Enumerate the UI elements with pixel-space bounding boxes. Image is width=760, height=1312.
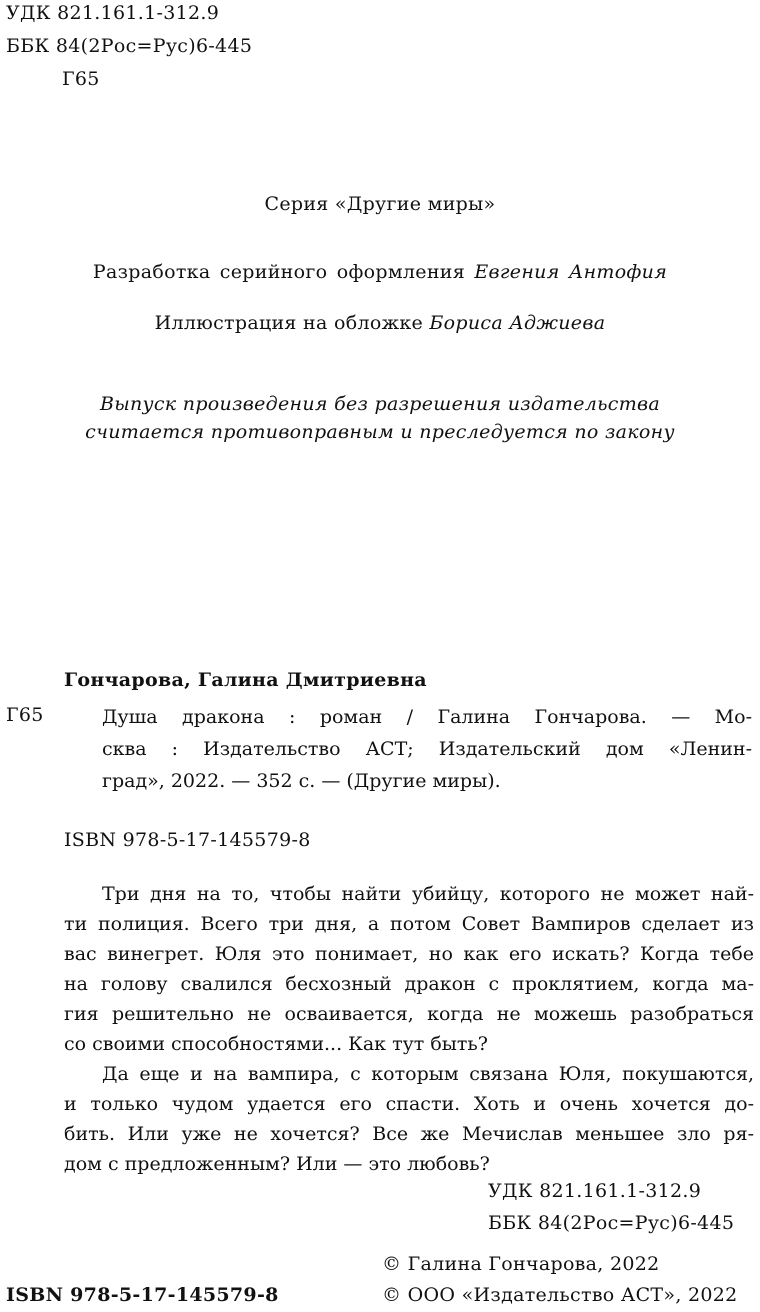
- series-name: Серия «Другие миры»: [264, 193, 496, 215]
- legal-notice-line-2: считается противоправным и преследуется по закону: [85, 421, 675, 443]
- annotation-line: Три дня на то, чтобы найти убийцу, которого не может най-: [102, 883, 754, 905]
- footer-isbn: ISBN 978-5-17-145579-8: [6, 1284, 279, 1306]
- annotation-line: со своими способностями... Как тут быть?: [64, 1033, 488, 1055]
- design-credit-label: Разработка серийного оформления: [92, 261, 466, 283]
- biblio-record: [102, 702, 752, 798]
- header-bbk: ББК 84(2Рос=Рус)6-445: [6, 35, 253, 57]
- biblio-isbn: ISBN 978-5-17-145579-8: [64, 829, 311, 851]
- annotation-line: гия решительно не осваивается, когда не можешь разобраться: [64, 1003, 754, 1025]
- biblio-code: Г65: [6, 704, 44, 726]
- annotation-line: дом с предложенным? Или — это любовь?: [64, 1153, 490, 1175]
- footer-bbk: ББК 84(2Рос=Рус)6-445: [488, 1212, 735, 1234]
- annotation-paragraph-1: [64, 879, 754, 1059]
- biblio-line: Душа дракона : роман / Галина Гончарова. — Мо-: [102, 706, 752, 728]
- annotation-line: Да еще и на вампира, с которым связана Юля, покушаются,: [102, 1063, 754, 1085]
- annotation-paragraph-2: [64, 1059, 754, 1179]
- annotation-line: и только чудом удается его спасти. Хоть и очень хочется до-: [64, 1093, 754, 1115]
- annotation-line: бить. Или уже не хочется? Все же Мечислав меньшее зло ря-: [64, 1123, 754, 1145]
- annotation-line: вас винегрет. Юля это понимает, но как его искать? Когда тебе: [64, 943, 754, 965]
- design-credit-name: Евгения Антофия: [474, 261, 668, 283]
- design-credit: [0, 261, 760, 283]
- copyright-publisher: © ООО «Издательство АСТ», 2022: [382, 1284, 738, 1306]
- biblio-author: Гончарова, Галина Дмитриевна: [64, 669, 427, 691]
- annotation-line: на голову свалился бесхозный дракон с проклятием, когда ма-: [64, 973, 754, 995]
- header-udk: УДК 821.161.1-312.9: [6, 2, 220, 24]
- biblio-line: град», 2022. — 352 с. — (Другие миры).: [102, 770, 501, 792]
- illustration-credit-label: Иллюстрация на обложке: [154, 312, 424, 334]
- legal-notice-line-1: Выпуск произведения без разрешения издательства: [99, 393, 661, 415]
- biblio-line: сква : Издательство АСТ; Издательский дом «Ленин-: [102, 738, 752, 760]
- illustration-credit: [0, 312, 760, 334]
- copyright-author: © Галина Гончарова, 2022: [382, 1253, 660, 1275]
- illustration-credit-name: Бориса Аджиева: [429, 312, 606, 334]
- footer-udk: УДК 821.161.1-312.9: [488, 1180, 702, 1202]
- annotation-line: ти полиция. Всего три дня, а потом Совет Вампиров сделает из: [64, 913, 754, 935]
- header-author-code: Г65: [62, 68, 100, 90]
